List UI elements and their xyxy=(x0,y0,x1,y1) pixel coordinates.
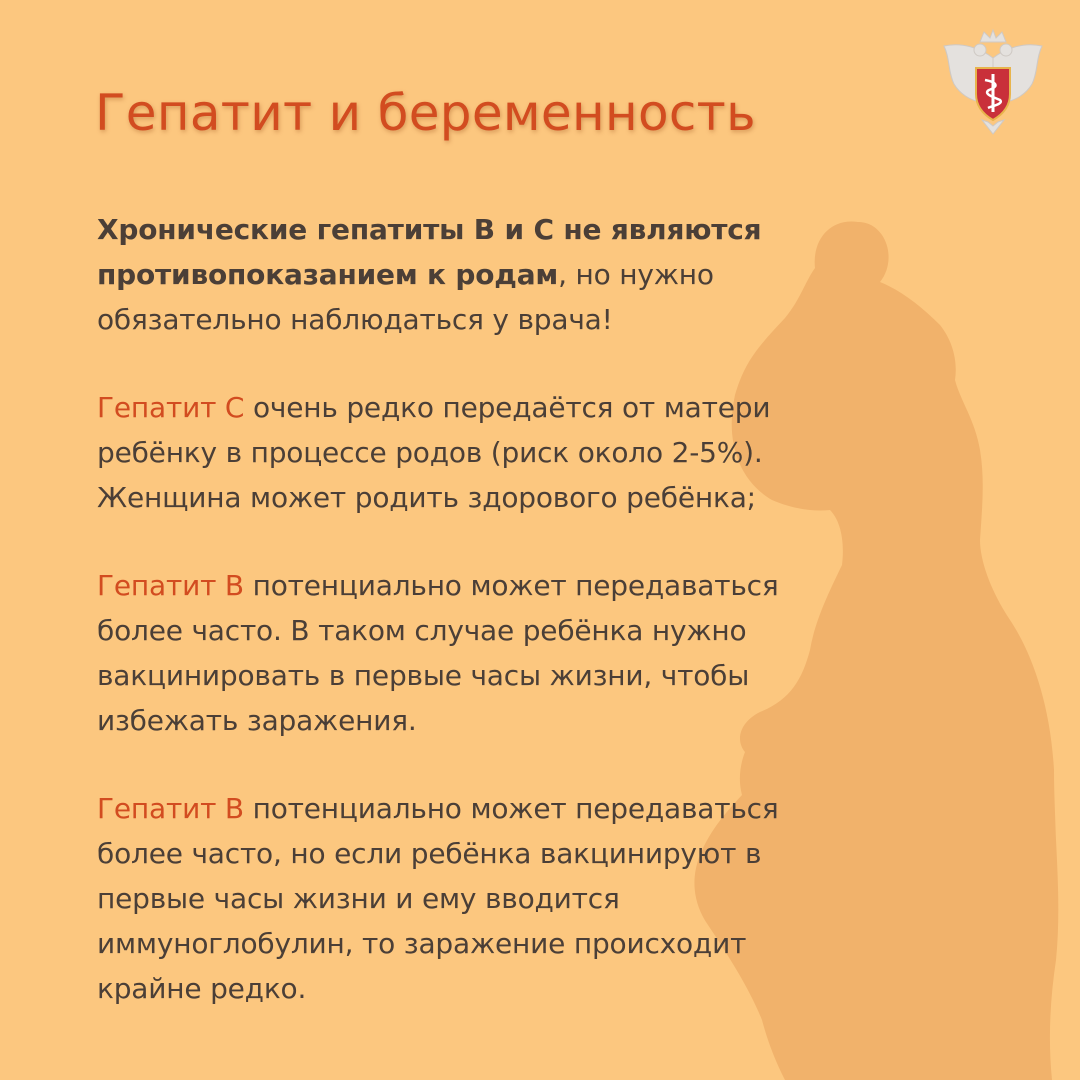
text-line xyxy=(97,297,897,342)
body-text: Женщина может родить здорового ребёнка; xyxy=(97,481,756,514)
text-line xyxy=(97,252,897,297)
highlight-term: Гепатит В xyxy=(97,792,244,825)
text-line xyxy=(97,430,897,475)
body-text: потенциально может передаваться xyxy=(243,792,779,825)
body-text: потенциально может передаваться xyxy=(243,569,779,602)
body-text: , но нужно xyxy=(558,258,714,291)
body-text: вакцинировать в первые часы жизни, чтобы xyxy=(97,659,750,692)
text-line xyxy=(97,876,897,921)
ministry-of-health-emblem-icon xyxy=(940,28,1046,136)
bold-text: противопоказанием к родам xyxy=(97,258,559,291)
text-line xyxy=(97,786,897,831)
text-line xyxy=(97,698,897,743)
paragraph-hepatitis-c xyxy=(97,385,897,520)
body-text: обязательно наблюдаться у врача! xyxy=(97,303,613,336)
text-line xyxy=(97,207,897,252)
body-text: крайне редко. xyxy=(97,972,307,1005)
paragraph-hepatitis-b-vaccination xyxy=(97,563,897,743)
body-text: более часто. В таком случае ребёнка нужно xyxy=(97,614,747,647)
text-line xyxy=(97,966,897,1011)
text-line xyxy=(97,921,897,966)
body-text: более часто, но если ребёнка вакцинируют в xyxy=(97,837,762,870)
body-text: ребёнку в процессе родов (риск около 2-5%). xyxy=(97,436,763,469)
body-text: избежать заражения. xyxy=(97,704,417,737)
text-line xyxy=(97,385,897,430)
text-line xyxy=(97,831,897,876)
highlight-term: Гепатит С xyxy=(97,391,245,424)
text-line xyxy=(97,475,897,520)
body-text: очень редко передаётся от матери xyxy=(244,391,771,424)
body-text: иммуноглобулин, то заражение происходит xyxy=(97,927,747,960)
bold-text: Хронические гепатиты В и С не являются xyxy=(97,213,762,246)
page-title: Гепатит и беременность xyxy=(95,84,756,142)
body-text: первые часы жизни и ему вводится xyxy=(97,882,620,915)
text-line xyxy=(97,608,897,653)
text-line xyxy=(97,653,897,698)
text-line xyxy=(97,563,897,608)
highlight-term: Гепатит В xyxy=(97,569,244,602)
paragraph-intro xyxy=(97,207,897,342)
paragraph-hepatitis-b-immunoglobulin xyxy=(97,786,897,1011)
content-body xyxy=(97,207,897,1054)
